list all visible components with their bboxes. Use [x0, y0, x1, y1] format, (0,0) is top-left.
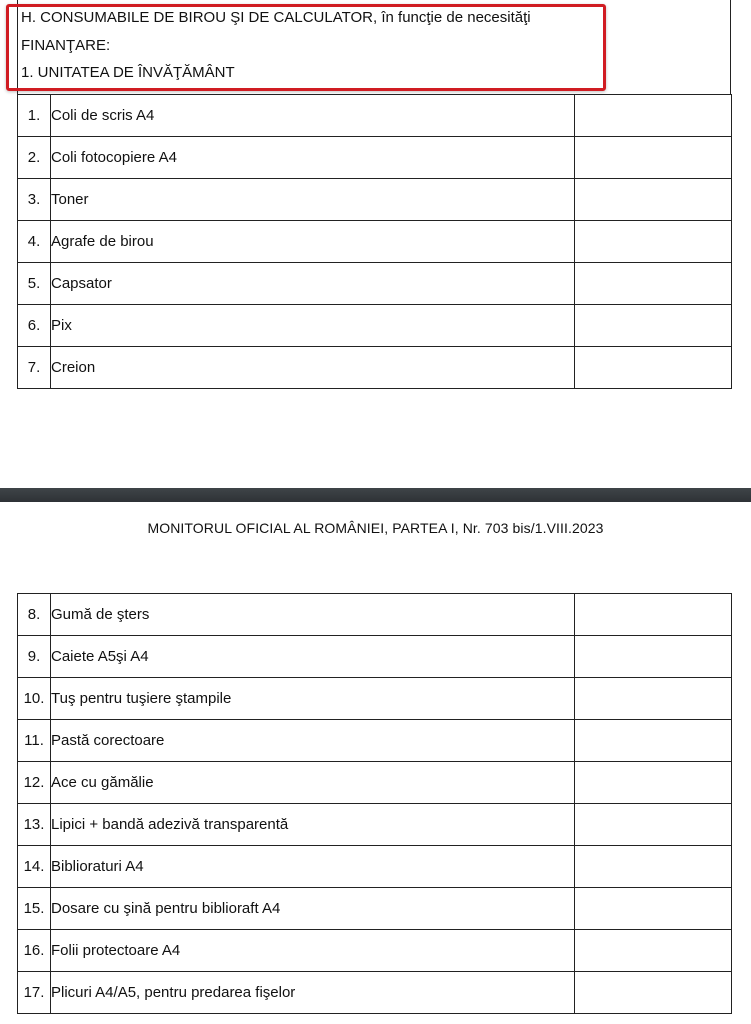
row-number: 10. [18, 678, 51, 720]
row-item-name: Caiete A5şi A4 [51, 636, 575, 678]
row-number: 6. [18, 305, 51, 347]
row-number: 14. [18, 846, 51, 888]
row-item-name: Toner [51, 179, 575, 221]
table-row [18, 305, 732, 347]
row-item-name: Tuş pentru tuşiere ştampile [51, 678, 575, 720]
table-row [18, 594, 732, 636]
row-number: 2. [18, 137, 51, 179]
row-item-name: Coli fotocopiere A4 [51, 137, 575, 179]
table-row [18, 762, 732, 804]
table-row [18, 179, 732, 221]
row-empty-cell [575, 678, 732, 720]
selection-highlight [6, 4, 606, 91]
row-number: 1. [18, 95, 51, 137]
table-row [18, 888, 732, 930]
row-item-name: Lipici + bandă adezivă transparentă [51, 804, 575, 846]
table-row [18, 804, 732, 846]
row-item-name: Capsator [51, 263, 575, 305]
row-item-name: Coli de scris A4 [51, 95, 575, 137]
row-number: 17. [18, 972, 51, 1014]
row-number: 9. [18, 636, 51, 678]
row-empty-cell [575, 888, 732, 930]
page-separator [0, 488, 751, 502]
row-item-name: Folii protectoare A4 [51, 930, 575, 972]
row-number: 5. [18, 263, 51, 305]
table-row [18, 263, 732, 305]
row-empty-cell [575, 594, 732, 636]
row-item-name: Dosare cu şină pentru biblioraft A4 [51, 888, 575, 930]
row-item-name: Creion [51, 347, 575, 389]
running-header: MONITORUL OFICIAL AL ROMÂNIEI, PARTEA I, Nr. 703 bis/1.VIII.2023 [147, 520, 604, 536]
row-number: 12. [18, 762, 51, 804]
row-item-name: Plicuri A4/A5, pentru predarea fişelor [51, 972, 575, 1014]
row-empty-cell [575, 179, 732, 221]
row-empty-cell [575, 95, 732, 137]
row-number: 16. [18, 930, 51, 972]
row-item-name: Ace cu gămălie [51, 762, 575, 804]
row-empty-cell [575, 930, 732, 972]
row-empty-cell [575, 762, 732, 804]
row-number: 11. [18, 720, 51, 762]
row-empty-cell [575, 972, 732, 1014]
section-title: H. CONSUMABILE DE BIROU ŞI DE CALCULATOR, în funcţie de necesităţi [21, 9, 531, 26]
table-row [18, 95, 732, 137]
table-row [18, 347, 732, 389]
items-table-page1 [17, 94, 732, 389]
table-row [18, 930, 732, 972]
row-empty-cell [575, 347, 732, 389]
row-number: 13. [18, 804, 51, 846]
row-empty-cell [575, 846, 732, 888]
table-row [18, 972, 732, 1014]
table-row [18, 137, 732, 179]
row-number: 3. [18, 179, 51, 221]
row-number: 15. [18, 888, 51, 930]
table-row [18, 636, 732, 678]
row-item-name: Biblioraturi A4 [51, 846, 575, 888]
row-item-name: Pastă corectoare [51, 720, 575, 762]
row-empty-cell [575, 221, 732, 263]
table-row [18, 678, 732, 720]
items-table-page2 [17, 593, 732, 1014]
row-number: 8. [18, 594, 51, 636]
row-number: 7. [18, 347, 51, 389]
unit-label: 1. UNITATEA DE ÎNVĂŢĂMÂNT [21, 64, 235, 81]
row-empty-cell [575, 263, 732, 305]
table-row [18, 720, 732, 762]
row-empty-cell [575, 720, 732, 762]
row-item-name: Pix [51, 305, 575, 347]
row-item-name: Gumă de şters [51, 594, 575, 636]
row-empty-cell [575, 804, 732, 846]
row-empty-cell [575, 137, 732, 179]
table-row [18, 221, 732, 263]
row-empty-cell [575, 305, 732, 347]
financing-label: FINANŢARE: [21, 37, 111, 54]
row-empty-cell [575, 636, 732, 678]
row-number: 4. [18, 221, 51, 263]
row-item-name: Agrafe de birou [51, 221, 575, 263]
table-row [18, 846, 732, 888]
